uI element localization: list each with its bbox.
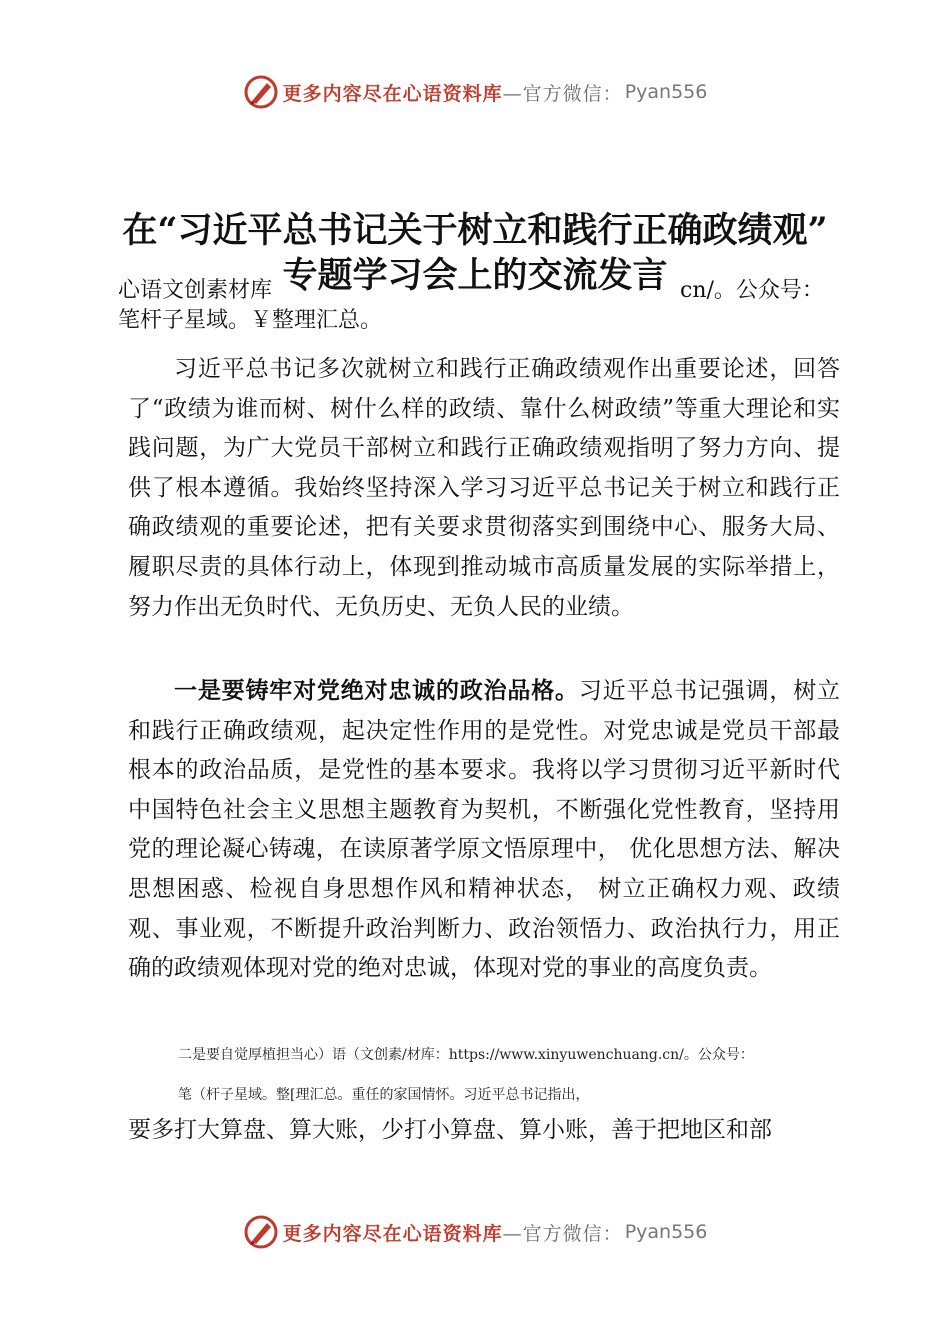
- banner-dash-text: —官方微信：: [502, 1222, 623, 1245]
- paragraph-point-one-heading: 一是要铸牢对党绝对忠诚的政治品格。: [174, 678, 579, 704]
- pen-logo-icon: [243, 1214, 279, 1250]
- paragraph-point-two-continued: 要多打大算盘、算大账，少打小算盘、算小账，善于把地区和部: [128, 1117, 772, 1143]
- source-note-left: 心语文创素材库: [118, 278, 273, 303]
- banner-wechat-id: Pyan556: [624, 1221, 708, 1243]
- paragraph-point-one-body: 习近平总书记强调，树立和践行正确政绩观，起决定性作用的是党性。对党忠诚是党员干部最根本的政治品质，是党性的基本要求。我将以学习贯彻习近平新时代中国特色社会主义思想主题教育为契机，不断强化党性教育，坚持用党的理论凝心铸魂，在读原著学原文悟原理中， 优化思想方法、解决思想困惑、检视自身思想作风和精神状态， 树立正确权力观、政绩观、事业观，不断提升政治判断力、政治领悟力、政治执行力，用正确的政绩观体现对党的绝对忠诚，体现对党的事业的高度负责。: [128, 678, 841, 982]
- footer-banner: [0, 1212, 950, 1252]
- document-title-line1: 在“习近平总书记关于树立和践行正确政绩观”: [122, 210, 828, 251]
- banner-brand-text: 更多内容尽在心语资料库: [282, 82, 503, 105]
- banner-brand-text: 更多内容尽在心语资料库: [282, 1222, 503, 1245]
- document-title-line2: 专题学习会上的交流发言: [282, 255, 668, 296]
- banner-wechat-id: Pyan556: [624, 81, 708, 103]
- header-banner: [0, 72, 950, 112]
- banner-dash-text: —官方微信：: [502, 82, 623, 105]
- paragraph-point-two-small-line1: 二是要自觉厚植担当心）语（文创素/材库：https://www.xinyuwenchuang.cn/。公众号：: [178, 1047, 754, 1063]
- pen-logo-icon: [243, 74, 279, 110]
- paragraph-intro: 习近平总书记多次就树立和践行正确政绩观作出重要论述，回答了“政绩为谁而树、树什么样的政绩、靠什么树政绩”等重大理论和实践问题，为广大党员干部树立和践行正确政绩观指明了努力方向、提供了根本遵循。我始终坚持深入学习习近平总书记关于树立和践行正确政绩观的重要论述，把有关要求贯彻落实到围绕中心、服务大局、履职尽责的具体行动上，体现到推动城市高质量发展的实际举措上，努力作出无负时代、无负历史、无负人民的业绩。: [128, 356, 840, 620]
- paragraph-point-one: [128, 672, 840, 989]
- source-note-line2: 笔杆子星域。￥整理汇总。: [118, 308, 383, 333]
- paragraph-point-two-small-line2: 笔（杆子星域。整[理汇总。重任的家国情怀。习近平总书记指出，: [178, 1087, 590, 1103]
- source-note-right: cn/。公众号：: [680, 278, 824, 303]
